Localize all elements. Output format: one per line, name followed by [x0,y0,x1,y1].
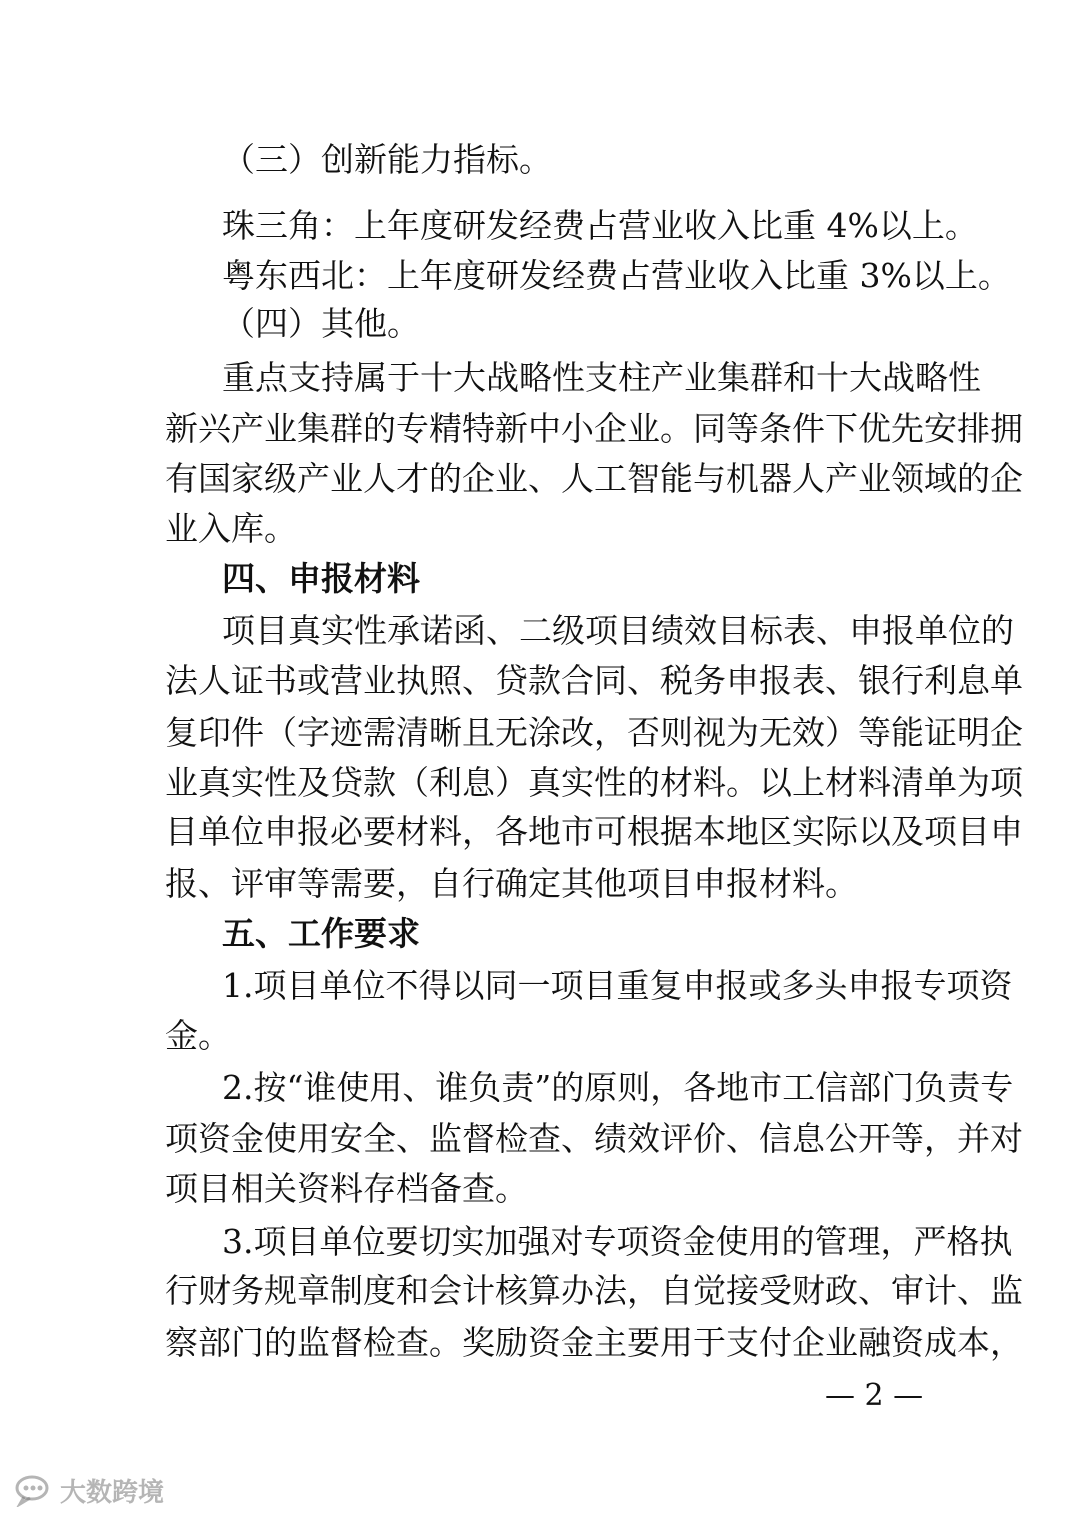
watermark [14,1470,164,1510]
section-heading-requirements: 五、工作要求 [222,914,420,953]
paragraph-line: 项目真实性承诺函、二级项目绩效目标表、申报单位的 [222,611,1014,650]
paragraph-line: 金。 [165,1016,231,1055]
paragraph-line: 报、评审等需要，自行确定其他项目申报材料。 [165,864,858,903]
watermark-text: 大数跨境 [60,1477,165,1508]
paragraph-line: 察部门的监督检查。奖励资金主要用于支付企业融资成本， [165,1323,1023,1362]
subheading-innovation: （三）创新能力指标。 [222,140,552,179]
paragraph-line: 2.按“谁使用、谁负责”的原则，各地市工信部门负责专 [222,1068,1014,1107]
paragraph-line: 项目相关资料存档备查。 [165,1169,528,1208]
paragraph-line: 重点支持属于十大战略性支柱产业集群和十大战略性 [222,358,981,397]
paragraph-line: 法人证书或营业执照、贷款合同、税务申报表、银行利息单 [165,661,1023,700]
paragraph-line: 行财务规章制度和会计核算办法，自觉接受财政、审计、监 [165,1271,1023,1310]
bubble-logo-icon [14,1473,54,1507]
paragraph-line: 项资金使用安全、监督检查、绩效评价、信息公开等，并对 [165,1119,1023,1158]
paragraph-line: 1.项目单位不得以同一项目重复申报或多头申报专项资 [222,966,1013,1005]
paragraph-line: 3.项目单位要切实加强对专项资金使用的管理，严格执 [222,1222,1013,1261]
subheading-other: （四）其他。 [222,304,420,343]
paragraph-line: 业入库。 [165,509,297,548]
paragraph-line: 有国家级产业人才的企业、人工智能与机器人产业领域的企 [165,459,1023,498]
paragraph-line: 目单位申报必要材料，各地市可根据本地区实际以及项目申 [165,812,1023,851]
paragraph-line: 粤东西北：上年度研发经费占营业收入比重 3%以上。 [222,256,1011,295]
paragraph-line: 复印件（字迹需清晰且无涂改，否则视为无效）等能证明企 [165,713,1023,752]
section-heading-materials: 四、申报材料 [222,559,420,598]
page-number: — 2 — [825,1378,924,1413]
paragraph-line: 新兴产业集群的专精特新中小企业。同等条件下优先安排拥 [165,409,1023,448]
paragraph-line: 业真实性及贷款（利息）真实性的材料。以上材料清单为项 [165,763,1023,802]
paragraph-line: 珠三角：上年度研发经费占营业收入比重 4%以上。 [222,206,978,245]
